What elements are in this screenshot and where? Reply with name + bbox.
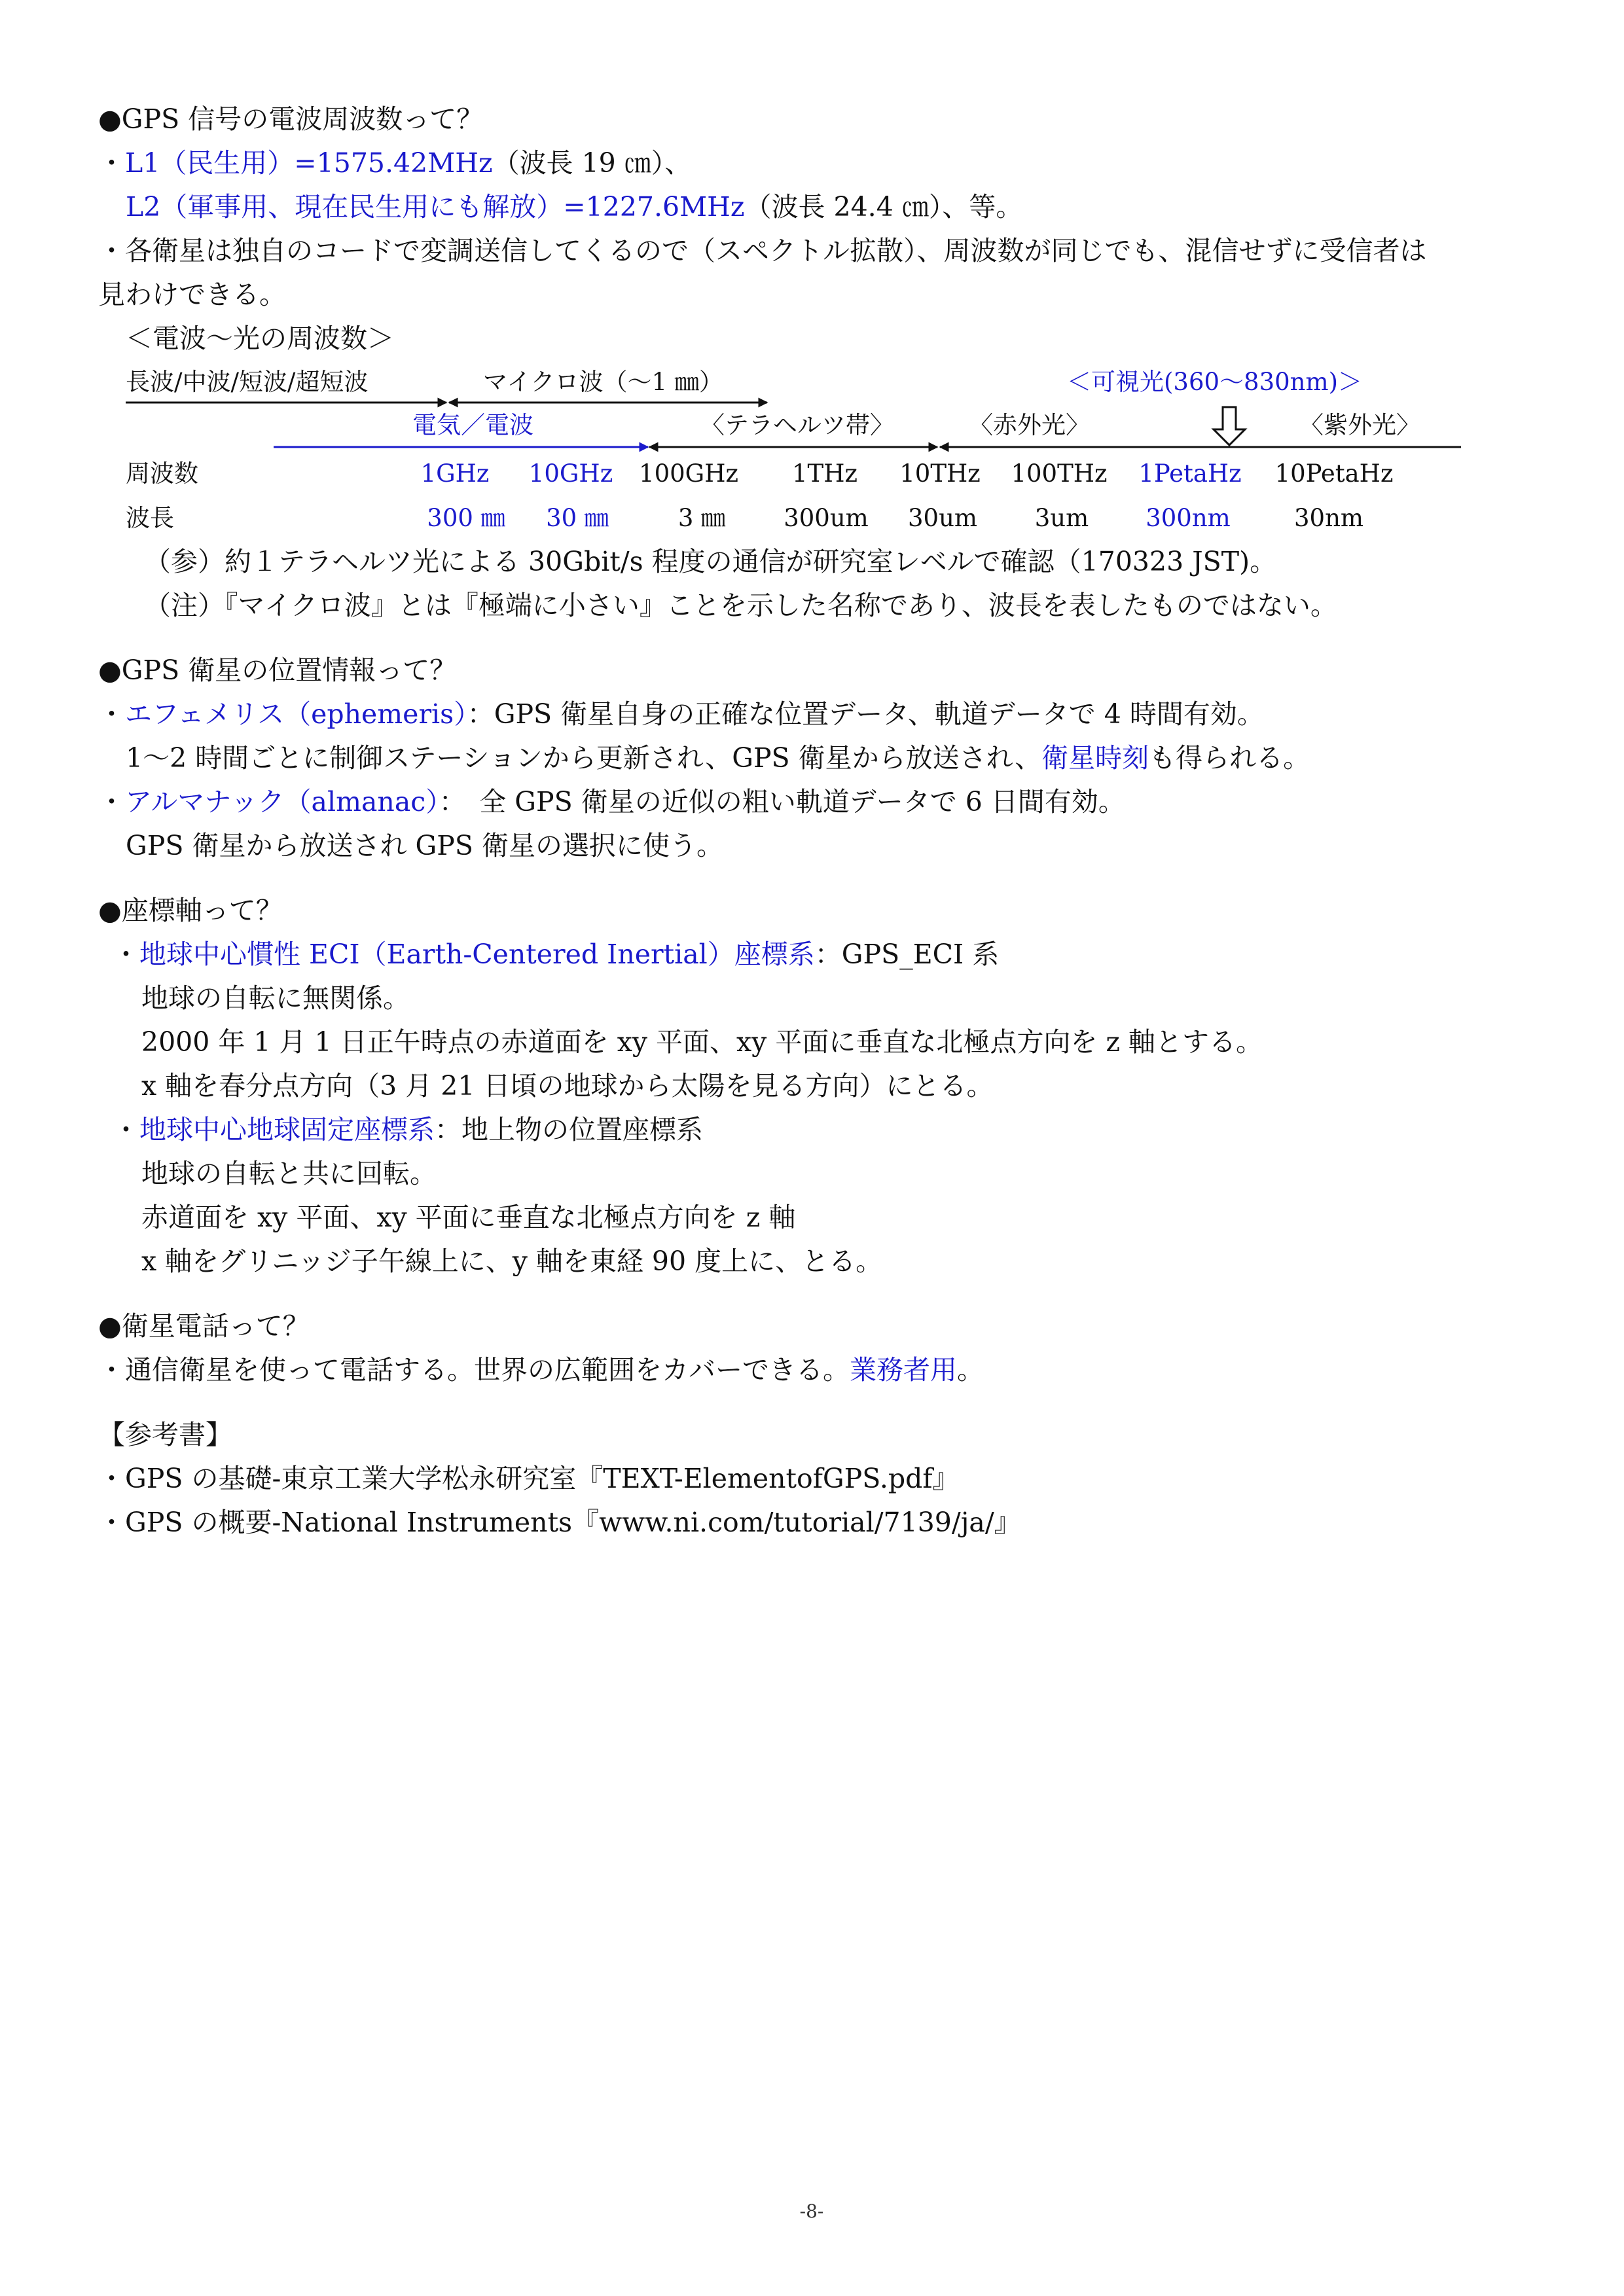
l2-line [126, 191, 1022, 223]
spread-spectrum-paragraph-line1: ・各衛星は独自のコードで変調送信してくるので（スペクトル拡散）、周波数が同じでも、混信せずに受信者は [98, 235, 1427, 266]
reference-1: ・GPS の基礎-東京工業大学松永研究室『TEXT-ElementofGPS.pdf』 [98, 1463, 960, 1494]
wavelength-30nm: 30nm [1294, 504, 1363, 532]
satellite-time-term: 衛星時刻 [1041, 742, 1149, 774]
almanac-description: ： 全 GPS 衛星の近似の粗い軌道データで 6 日間有効。 [439, 786, 1125, 817]
l2-highlight: L2（軍事用、現在民生用にも解放）=1227.6MHz [126, 191, 745, 223]
ecef-detail-1: 地球の自転と共に回転。 [141, 1158, 437, 1189]
l1-wavelength: （波長 19 ㎝）、 [492, 147, 692, 179]
business-use-term: 業務者用 [850, 1354, 957, 1386]
frequency-1ghz: 1GHz [420, 459, 490, 488]
eci-detail-2: 2000 年 1 月 1 日正午時点の赤道面を xy 平面、xy 平面に垂直な北極点方向を z 軸とする。 [141, 1026, 1263, 1058]
eci-system-name: ：GPS_ECI 系 [814, 939, 1000, 970]
band-radio: 電気／電波 [412, 411, 533, 439]
reference-2: ・GPS の概要-National Instruments『www.ni.com/tutorial/7139/ja/』 [98, 1507, 1021, 1538]
almanac-term: アルマナック（almanac） [125, 786, 439, 817]
eci-term: 地球中心慣性 ECI（Earth-Centered Inertial）座標系 [139, 939, 815, 970]
band-infrared: 〈赤外光〉 [969, 411, 1090, 439]
frequency-10petahz: 10PetaHz [1274, 459, 1394, 488]
l1-line [98, 147, 691, 179]
visible-light-down-arrow [1214, 407, 1245, 445]
frequency-10thz: 10THz [899, 459, 981, 488]
band-terahertz: 〈テラヘルツ帯〉 [700, 411, 894, 439]
almanac-line2: GPS 衛星から放送され GPS 衛星の選択に使う。 [126, 830, 723, 861]
frequency-100thz: 100THz [1011, 459, 1108, 488]
bullet: ・ [98, 698, 125, 730]
wavelength-3um: 3um [1034, 504, 1089, 532]
ecef-detail-2: 赤道面を xy 平面、xy 平面に垂直な北極点方向を z 軸 [141, 1202, 796, 1233]
ephemeris-line [98, 698, 1264, 730]
band-ultraviolet: 〈紫外光〉 [1299, 411, 1420, 439]
l1-highlight: L1（民生用）=1575.42MHz [125, 147, 493, 179]
bullet: ・ [98, 147, 125, 179]
note-terahertz-communication: （参）約１テラヘルツ光による 30Gbit/s 程度の通信が研究室レベルで確認（170323 JST)。 [144, 546, 1277, 577]
frequency-100ghz: 100GHz [639, 459, 738, 488]
ephemeris-description: ：GPS 衛星自身の正確な位置データ、軌道データで 4 時間有効。 [467, 698, 1264, 730]
wavelength-3mm: 3 ㎜ [677, 504, 726, 532]
frequency-row-label: 周波数 [126, 459, 198, 488]
l2-wavelength: （波長 24.4 ㎝）、等。 [744, 191, 1023, 223]
bullet: ・ [98, 786, 125, 817]
eci-line [113, 939, 999, 971]
references-heading: 【参考書】 [98, 1419, 232, 1450]
ephemeris-line2 [126, 742, 1310, 774]
bullet: ・ [113, 1114, 139, 1145]
wavelength-300mm: 300 ㎜ [427, 504, 505, 532]
ecef-term: 地球中心地球固定座標系 [139, 1114, 435, 1145]
band-visible-light: ＜可視光(360～830nm)＞ [1067, 368, 1363, 396]
ecef-system-name: ：地上物の位置座標系 [435, 1114, 703, 1145]
satellite-phone-tail: 。 [957, 1354, 984, 1386]
frequency-1petahz: 1PetaHz [1138, 459, 1242, 488]
spread-spectrum-paragraph-line2: 見わけできる。 [98, 279, 286, 310]
spectrum-title: ＜電波～光の周波数＞ [126, 323, 394, 354]
section-heading-satellite-phone: ●衛星電話って？ [98, 1310, 310, 1342]
section-heading-coordinate-axes: ●座標軸って？ [98, 895, 283, 926]
section-heading-satellite-position: ●GPS 衛星の位置情報って？ [98, 655, 457, 686]
ephemeris-update-text: 1～2 時間ごとに制御ステーションから更新され、GPS 衛星から放送され、 [126, 742, 1042, 774]
wavelength-row-label: 波長 [126, 504, 174, 532]
ephemeris-term: エフェメリス（ephemeris） [125, 698, 467, 730]
band-long-wave: 長波/中波/短波/超短波 [126, 368, 369, 396]
wavelength-300nm: 300nm [1146, 504, 1231, 532]
ecef-detail-3: x 軸をグリニッジ子午線上に、y 軸を東経 90 度上に、とる。 [141, 1246, 883, 1277]
eci-detail-3: x 軸を春分点方向（3 月 21 日頃の地球から太陽を見る方向）にとる。 [141, 1070, 994, 1102]
wavelength-30mm: 30 ㎜ [546, 504, 609, 532]
ecef-line [113, 1114, 703, 1146]
almanac-line [98, 786, 1125, 818]
bullet: ・ [113, 939, 139, 970]
satellite-phone-line [98, 1354, 984, 1386]
eci-detail-1: 地球の自転に無関係。 [141, 982, 410, 1014]
wavelength-30um: 30um [908, 504, 977, 532]
section-heading-gps-frequency: ●GPS 信号の電波周波数って？ [98, 103, 484, 135]
frequency-10ghz: 10GHz [528, 459, 613, 488]
ephemeris-update-tail: も得られる。 [1149, 742, 1310, 774]
page-number: -8- [799, 2200, 824, 2222]
note-microwave-name: （注）『マイクロ波』とは『極端に小さい』ことを示した名称であり、波長を表したものではない。 [144, 590, 1337, 621]
frequency-1thz: 1THz [792, 459, 857, 488]
wavelength-300um: 300um [784, 504, 869, 532]
band-microwave: マイクロ波（～1 ㎜） [483, 368, 723, 396]
satellite-phone-text: ・通信衛星を使って電話する。世界の広範囲をカバーできる。 [98, 1354, 850, 1386]
